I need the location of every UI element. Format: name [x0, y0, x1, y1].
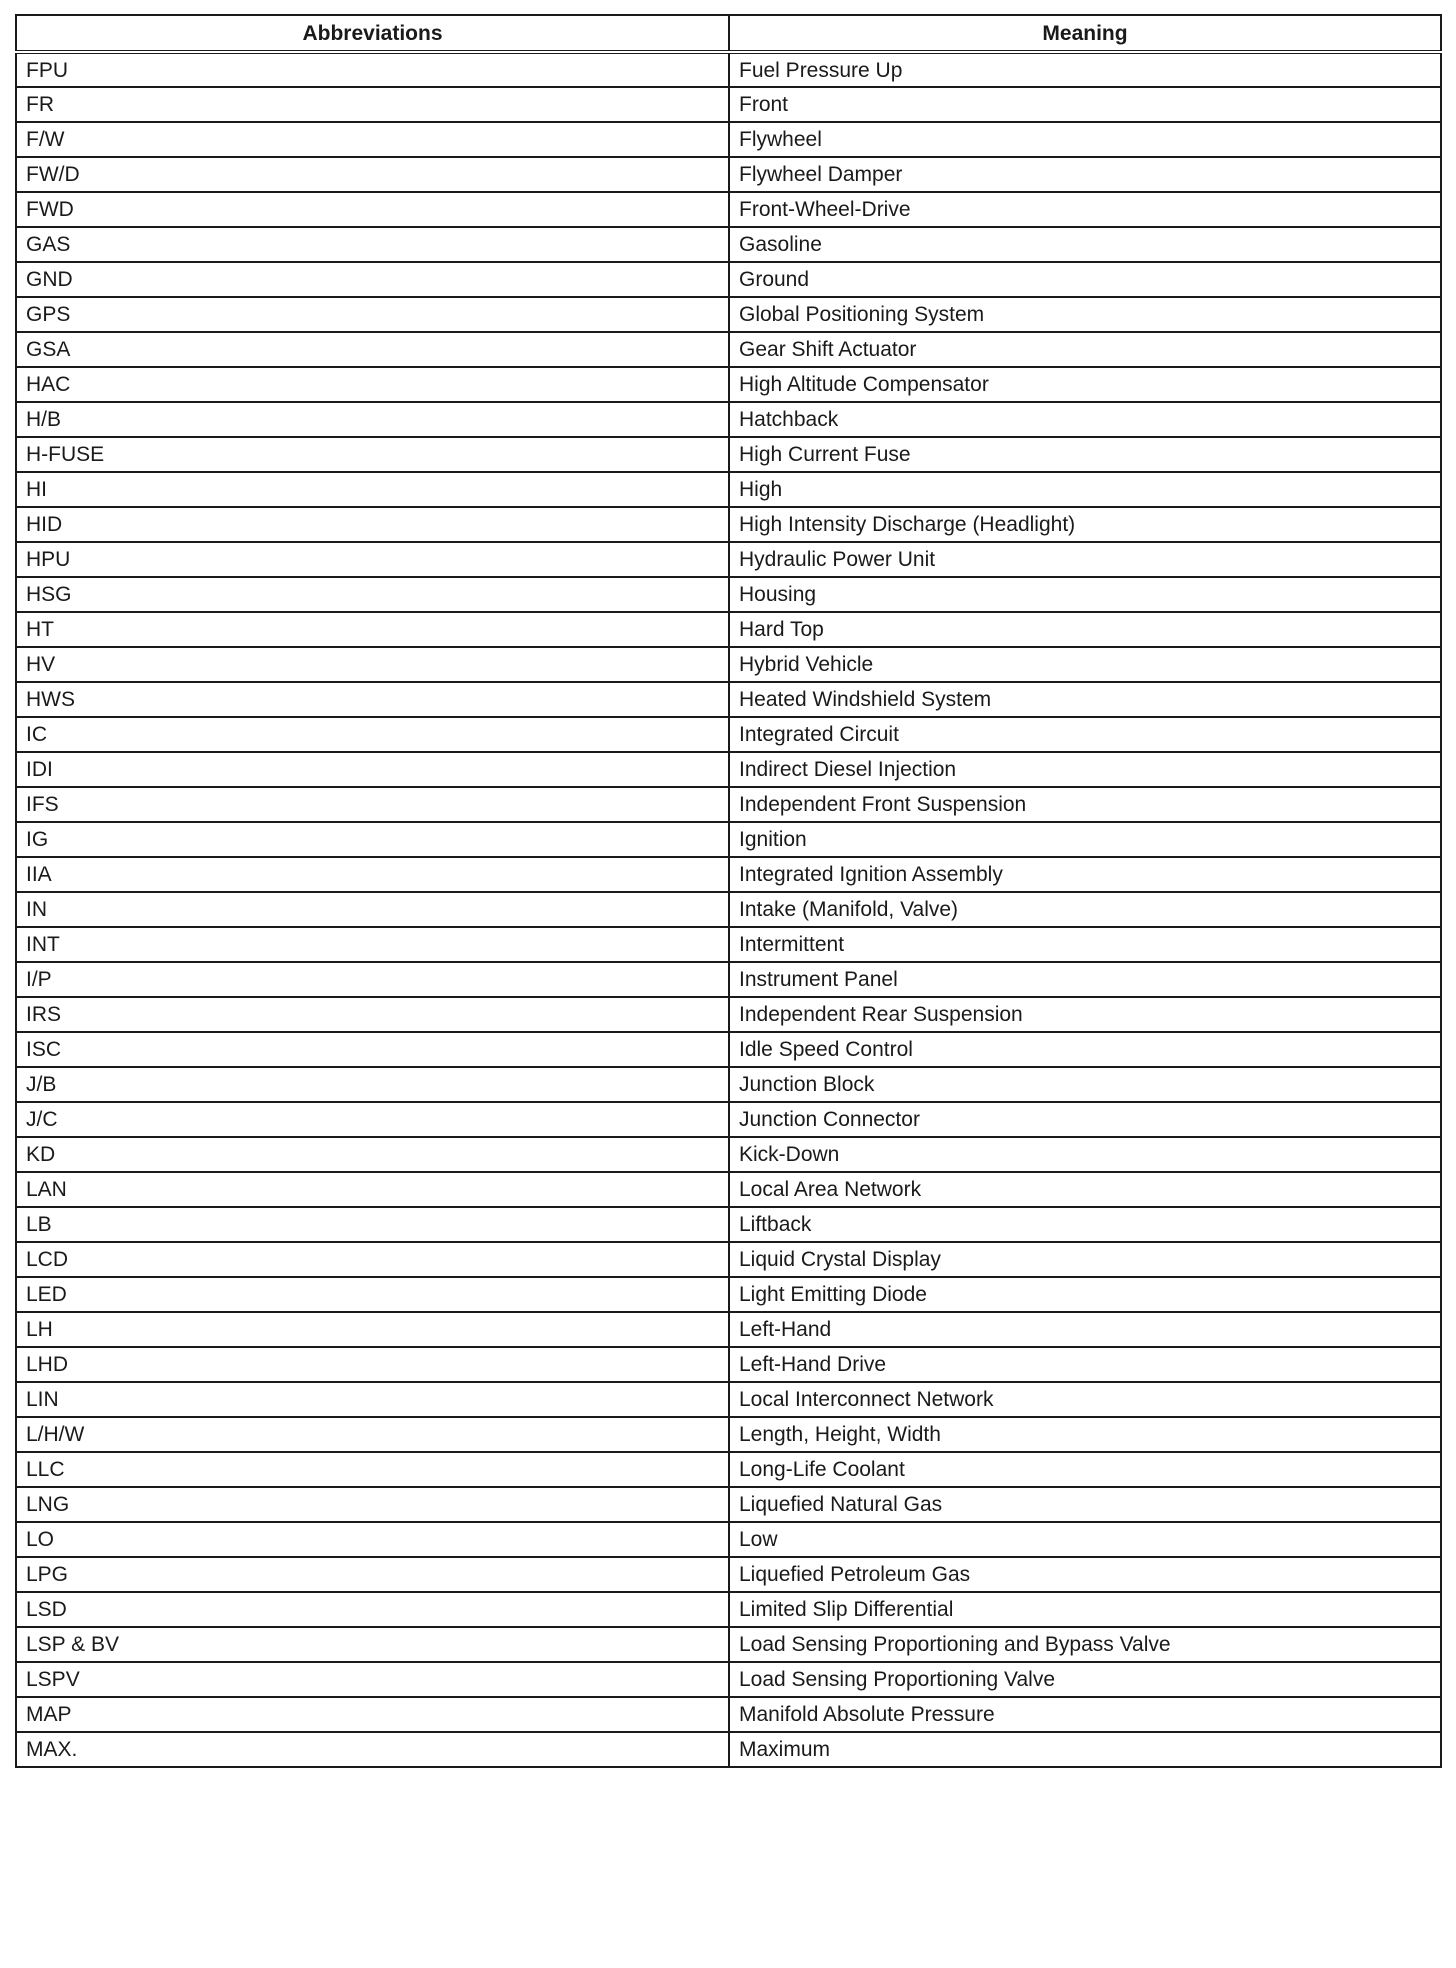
table-row — [16, 87, 1441, 122]
abbreviation-cell: IC — [16, 717, 729, 752]
meaning-cell: High Intensity Discharge (Headlight) — [729, 507, 1441, 542]
table-row — [16, 1207, 1441, 1242]
meaning-cell: Hybrid Vehicle — [729, 647, 1441, 682]
table-row — [16, 192, 1441, 227]
meaning-cell: Ignition — [729, 822, 1441, 857]
table-row — [16, 927, 1441, 962]
abbreviation-cell: MAX. — [16, 1732, 729, 1767]
meaning-cell: Intake (Manifold, Valve) — [729, 892, 1441, 927]
table-row — [16, 122, 1441, 157]
table-row — [16, 1487, 1441, 1522]
meaning-cell: Load Sensing Proportioning Valve — [729, 1662, 1441, 1697]
abbreviation-cell: LIN — [16, 1382, 729, 1417]
meaning-cell: Ground — [729, 262, 1441, 297]
meaning-cell: Hard Top — [729, 612, 1441, 647]
table-row — [16, 787, 1441, 822]
table-row — [16, 717, 1441, 752]
table-row — [16, 1277, 1441, 1312]
abbreviation-cell: LSPV — [16, 1662, 729, 1697]
abbreviation-cell: I/P — [16, 962, 729, 997]
abbreviation-cell: GSA — [16, 332, 729, 367]
meaning-cell: Independent Rear Suspension — [729, 997, 1441, 1032]
abbreviation-cell: LSP & BV — [16, 1627, 729, 1662]
meaning-cell: Liquid Crystal Display — [729, 1242, 1441, 1277]
abbreviation-cell: LB — [16, 1207, 729, 1242]
meaning-cell: Indirect Diesel Injection — [729, 752, 1441, 787]
table-row — [16, 437, 1441, 472]
meaning-cell: High Current Fuse — [729, 437, 1441, 472]
abbreviation-cell: LAN — [16, 1172, 729, 1207]
meaning-cell: Liftback — [729, 1207, 1441, 1242]
table-row — [16, 822, 1441, 857]
abbreviation-cell: FWD — [16, 192, 729, 227]
meaning-cell: Integrated Circuit — [729, 717, 1441, 752]
abbreviation-cell: IG — [16, 822, 729, 857]
abbreviation-cell: LNG — [16, 1487, 729, 1522]
abbreviation-cell: GAS — [16, 227, 729, 262]
abbreviation-cell: MAP — [16, 1697, 729, 1732]
abbreviation-cell: INT — [16, 927, 729, 962]
meaning-cell: Load Sensing Proportioning and Bypass Valve — [729, 1627, 1441, 1662]
abbreviation-cell: FPU — [16, 52, 729, 87]
table-row — [16, 647, 1441, 682]
meaning-cell: Integrated Ignition Assembly — [729, 857, 1441, 892]
abbreviation-cell: L/H/W — [16, 1417, 729, 1452]
table-row — [16, 752, 1441, 787]
table-row — [16, 577, 1441, 612]
table-row — [16, 367, 1441, 402]
header-row — [16, 15, 1441, 52]
meaning-cell: Manifold Absolute Pressure — [729, 1697, 1441, 1732]
table-row — [16, 1242, 1441, 1277]
table-row — [16, 262, 1441, 297]
meaning-cell: Junction Connector — [729, 1102, 1441, 1137]
table-row — [16, 52, 1441, 87]
table-row — [16, 997, 1441, 1032]
abbreviation-cell: HT — [16, 612, 729, 647]
meaning-cell: Left-Hand Drive — [729, 1347, 1441, 1382]
meaning-cell: Hydraulic Power Unit — [729, 542, 1441, 577]
table-row — [16, 402, 1441, 437]
table-row — [16, 297, 1441, 332]
table-row — [16, 857, 1441, 892]
table-header — [16, 15, 1441, 52]
table-row — [16, 612, 1441, 647]
meaning-cell: Gear Shift Actuator — [729, 332, 1441, 367]
table-row — [16, 1137, 1441, 1172]
meaning-cell: Global Positioning System — [729, 297, 1441, 332]
abbreviation-cell: J/B — [16, 1067, 729, 1102]
abbreviation-cell: HAC — [16, 367, 729, 402]
table-row — [16, 332, 1441, 367]
abbreviation-cell: HID — [16, 507, 729, 542]
table-row — [16, 1732, 1441, 1767]
abbreviation-cell: IRS — [16, 997, 729, 1032]
meaning-cell: Flywheel Damper — [729, 157, 1441, 192]
table-row — [16, 1417, 1441, 1452]
table-row — [16, 1347, 1441, 1382]
table-row — [16, 1592, 1441, 1627]
meaning-cell: Long-Life Coolant — [729, 1452, 1441, 1487]
table-row — [16, 472, 1441, 507]
abbreviation-cell: KD — [16, 1137, 729, 1172]
table-row — [16, 1382, 1441, 1417]
table-row — [16, 1452, 1441, 1487]
table-row — [16, 1172, 1441, 1207]
abbreviation-cell: FR — [16, 87, 729, 122]
abbreviation-cell: HI — [16, 472, 729, 507]
table-row — [16, 682, 1441, 717]
table-row — [16, 542, 1441, 577]
abbreviation-cell: GND — [16, 262, 729, 297]
abbreviation-cell: LCD — [16, 1242, 729, 1277]
meaning-cell: Light Emitting Diode — [729, 1277, 1441, 1312]
meaning-cell: High — [729, 472, 1441, 507]
meaning-cell: Length, Height, Width — [729, 1417, 1441, 1452]
meaning-cell: Local Interconnect Network — [729, 1382, 1441, 1417]
table-row — [16, 892, 1441, 927]
meaning-cell: Local Area Network — [729, 1172, 1441, 1207]
abbreviation-cell: HV — [16, 647, 729, 682]
abbreviation-cell: LED — [16, 1277, 729, 1312]
abbreviation-cell: IN — [16, 892, 729, 927]
abbreviation-cell: LLC — [16, 1452, 729, 1487]
table-row — [16, 507, 1441, 542]
table-row — [16, 157, 1441, 192]
meaning-cell: Idle Speed Control — [729, 1032, 1441, 1067]
table-row — [16, 1557, 1441, 1592]
table-row — [16, 1102, 1441, 1137]
column-header-meaning: Meaning — [729, 15, 1441, 52]
meaning-cell: Gasoline — [729, 227, 1441, 262]
abbreviation-cell: LHD — [16, 1347, 729, 1382]
abbreviation-cell: FW/D — [16, 157, 729, 192]
meaning-cell: Front-Wheel-Drive — [729, 192, 1441, 227]
column-header-abbreviations: Abbreviations — [16, 15, 729, 52]
meaning-cell: Kick-Down — [729, 1137, 1441, 1172]
abbreviation-cell: H-FUSE — [16, 437, 729, 472]
meaning-cell: Fuel Pressure Up — [729, 52, 1441, 87]
table-body — [16, 52, 1441, 1767]
meaning-cell: Independent Front Suspension — [729, 787, 1441, 822]
table-row — [16, 1627, 1441, 1662]
abbreviation-cell: LSD — [16, 1592, 729, 1627]
meaning-cell: Intermittent — [729, 927, 1441, 962]
abbreviation-cell: GPS — [16, 297, 729, 332]
abbreviation-cell: HPU — [16, 542, 729, 577]
abbreviation-cell: IIA — [16, 857, 729, 892]
table-row — [16, 1067, 1441, 1102]
meaning-cell: Left-Hand — [729, 1312, 1441, 1347]
meaning-cell: Limited Slip Differential — [729, 1592, 1441, 1627]
meaning-cell: Liquefied Petroleum Gas — [729, 1557, 1441, 1592]
meaning-cell: Liquefied Natural Gas — [729, 1487, 1441, 1522]
abbreviation-cell: H/B — [16, 402, 729, 437]
table-row — [16, 1522, 1441, 1557]
table-row — [16, 227, 1441, 262]
abbreviation-cell: HWS — [16, 682, 729, 717]
meaning-cell: Housing — [729, 577, 1441, 612]
table-row — [16, 1032, 1441, 1067]
abbreviation-cell: LO — [16, 1522, 729, 1557]
table-row — [16, 1662, 1441, 1697]
abbreviation-cell: HSG — [16, 577, 729, 612]
abbreviation-cell: LH — [16, 1312, 729, 1347]
abbreviation-cell: IDI — [16, 752, 729, 787]
meaning-cell: Maximum — [729, 1732, 1441, 1767]
meaning-cell: Hatchback — [729, 402, 1441, 437]
abbreviation-cell: IFS — [16, 787, 729, 822]
meaning-cell: Heated Windshield System — [729, 682, 1441, 717]
table-row — [16, 1697, 1441, 1732]
abbreviation-cell: ISC — [16, 1032, 729, 1067]
meaning-cell: Junction Block — [729, 1067, 1441, 1102]
meaning-cell: Front — [729, 87, 1441, 122]
abbreviations-table — [15, 14, 1442, 1768]
meaning-cell: Flywheel — [729, 122, 1441, 157]
table-row — [16, 1312, 1441, 1347]
meaning-cell: Instrument Panel — [729, 962, 1441, 997]
abbreviation-cell: J/C — [16, 1102, 729, 1137]
meaning-cell: High Altitude Compensator — [729, 367, 1441, 402]
meaning-cell: Low — [729, 1522, 1441, 1557]
table-row — [16, 962, 1441, 997]
abbreviation-cell: F/W — [16, 122, 729, 157]
abbreviation-cell: LPG — [16, 1557, 729, 1592]
